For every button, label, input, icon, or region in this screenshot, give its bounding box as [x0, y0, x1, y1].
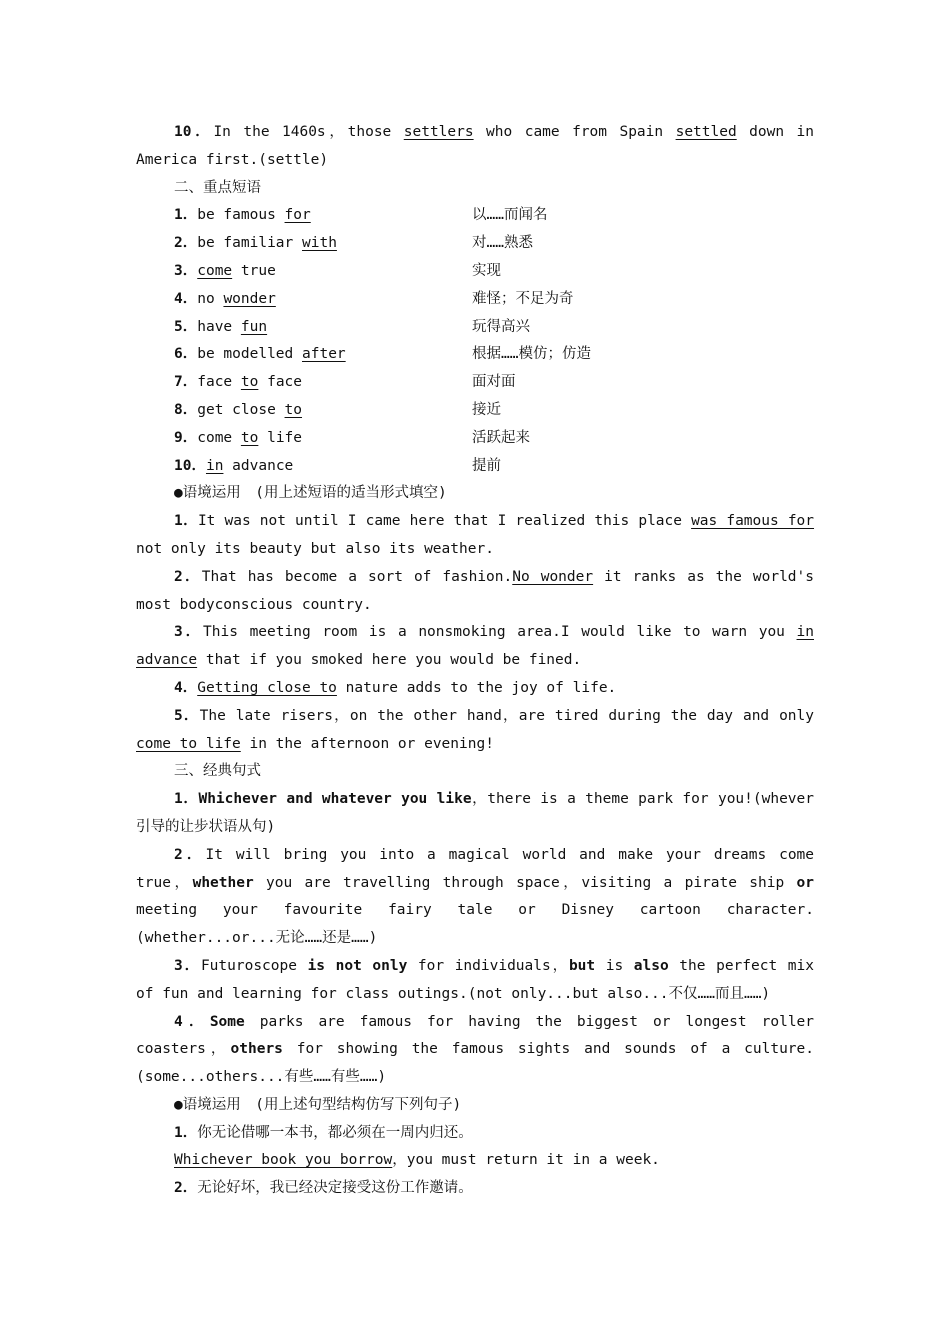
key-structure: Whichever and whatever you like: [198, 791, 472, 808]
section-heading-sentences: 三、经典句式: [174, 763, 261, 780]
phrase-item: 1．be famous for 以……而闻名: [136, 202, 814, 230]
phrase-item: 3．come true 实现: [136, 258, 814, 286]
item-number: 10．: [174, 124, 214, 140]
practice-sentence-2: 2．That has become a sort of fashion.No wonder it ranks as the world's most bodyconscious country.: [136, 568, 814, 613]
practice-sentence-1: 1．It was not until I came here that I realized this place was famous for not only its beauty but also its weather.: [136, 513, 815, 557]
phrase-meaning: 以……而闻名: [472, 207, 548, 224]
imitation-question-1: 1．你无论借哪一本书，都必须在一周内归还。: [174, 1124, 473, 1141]
answer-blank: wonder: [223, 290, 276, 307]
section-heading-imitation: ●语境运用 (用上述句型结构仿写下列句子): [174, 1096, 462, 1113]
classic-sentence-1: 1．Whichever and whatever you like，there is a theme park for you!(whever引导的让步状语从句): [136, 791, 814, 835]
phrase-item: 7．face to face 面对面: [136, 369, 814, 397]
phrase-item: 5．have fun 玩得高兴: [136, 314, 814, 342]
section-heading-phrases: 二、重点短语: [174, 179, 261, 196]
key-structure: is not only: [307, 957, 408, 974]
answer-blank: come to life: [136, 735, 241, 752]
key-structure: also: [633, 957, 669, 974]
key-structure: others: [230, 1041, 283, 1058]
practice-sentence-3: 3．This meeting room is a nonsmoking area.I would like to warn you in advance that if you smoked here you would be fined.: [136, 624, 814, 669]
phrase-item: 8．get close to 接近: [136, 397, 814, 425]
practice-sentence-5: 5．The late risers，on the other hand，are tired during the day and only come to life in the afternoon or evening!: [136, 707, 814, 752]
answer-blank: to: [240, 429, 259, 446]
phrase-meaning: 难怪；不足为奇: [472, 290, 574, 307]
imitation-answer-1: Whichever book you borrow，you must return it in a week.: [174, 1152, 660, 1169]
answer-blank: to: [240, 374, 259, 391]
answer-blank: settlers: [403, 124, 474, 140]
answer-blank: come: [197, 262, 233, 279]
phrase-meaning: 提前: [472, 457, 501, 474]
phrase-meaning: 接近: [472, 401, 501, 418]
answer-blank: No wonder: [512, 568, 594, 585]
key-structure: or: [796, 874, 814, 891]
classic-sentence-4: 4．Some parks are famous for having the biggest or longest roller coasters，others for showing the famous sights and sounds of a culture.(some...others...有些……有些……): [136, 1013, 815, 1086]
answer-blank: with: [302, 235, 337, 252]
classic-sentence-3: 3．Futuroscope is not only for individuals，but is also the perfect mix of fun and learning for class outings.(not only...but also...不仅……而且……): [136, 957, 814, 1002]
answer-blank: after: [302, 346, 346, 363]
intro-sentence-10: 10．In the 1460s，those settlers who came from Spain settled down in America first.(settle): [136, 124, 815, 168]
key-structure: whether: [192, 874, 254, 891]
answer-blank: settled: [675, 124, 737, 140]
answer-blank: Whichever book you borrow: [174, 1152, 393, 1169]
phrase-meaning: 玩得高兴: [472, 318, 530, 335]
phrase-item: 4．no wonder 难怪；不足为奇: [136, 286, 814, 314]
phrase-meaning: 对……熟悉: [472, 235, 533, 252]
document-content: [136, 119, 814, 1203]
practice-sentence-4: 4．Getting close to nature adds to the joy of life.: [174, 679, 617, 696]
phrase-meaning: 活跃起来: [472, 429, 530, 446]
section-heading-practice: ●语境运用 (用上述短语的适当形式填空): [174, 485, 447, 502]
answer-blank: was famous for: [691, 513, 815, 530]
phrase-meaning: 实现: [472, 262, 501, 279]
answer-blank: Getting close to: [197, 679, 337, 696]
key-structure: Some: [209, 1013, 245, 1030]
phrase-item: 2．be familiar with 对……熟悉: [136, 230, 814, 258]
answer-blank: for: [284, 207, 311, 224]
phrase-item: 10．in advance 提前: [136, 453, 814, 481]
answer-blank: to: [284, 401, 303, 418]
answer-blank: in: [205, 457, 224, 474]
key-structure: but: [568, 957, 596, 974]
phrase-meaning: 根据……模仿；仿造: [472, 346, 591, 363]
answer-blank: in advance: [136, 624, 814, 669]
imitation-question-2: 2．无论好坏，我已经决定接受这份工作邀请。: [174, 1180, 473, 1197]
phrase-list: [136, 202, 814, 480]
answer-blank: fun: [240, 318, 268, 335]
classic-sentence-2: 2．It will bring you into a magical world and make your dreams come true，whether you are travelling through space，visiting a pirate ship or meeting your favourite fairy tale or Disney cartoon character.(whether...or...无论……还是……): [136, 846, 815, 947]
phrase-item: 9．come to life 活跃起来: [136, 425, 814, 453]
phrase-item: 6．be modelled after 根据……模仿；仿造: [136, 341, 814, 369]
phrase-meaning: 面对面: [472, 374, 516, 391]
